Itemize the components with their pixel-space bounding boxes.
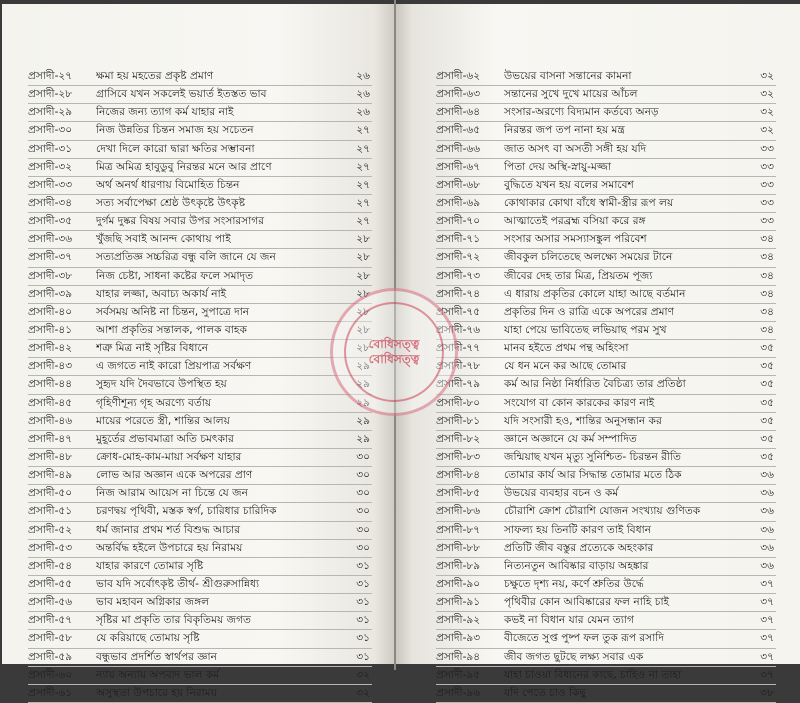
toc-entry [28, 485, 372, 503]
toc-entry-title: এ ধারায় প্রকৃতির কোলে যাহা আছে বর্তমান [504, 287, 686, 300]
toc-entry [436, 322, 776, 340]
toc-entry-page: ৩৩ [760, 160, 774, 173]
toc-entry-code: প্রসাদী-৪১ [28, 323, 73, 336]
toc-entry-page: ২৭ [356, 196, 370, 209]
toc-entry [28, 376, 372, 394]
toc-entry-title: সংযোগ বা কোন কারকের কারণ নাই [504, 396, 655, 409]
toc-entry-title: বন্ধুভাব প্রদর্শিত স্বার্থপর জ্ঞান [96, 650, 217, 663]
toc-entry [436, 358, 776, 376]
toc-entry-page: ২৮ [356, 233, 370, 246]
toc-entry [28, 667, 372, 685]
toc-entry-page: ৩৬ [760, 523, 774, 536]
toc-entry [436, 68, 776, 86]
toc-entry [28, 395, 372, 413]
toc-entry [436, 177, 776, 195]
toc-entry-page: ২৭ [356, 124, 370, 137]
toc-entry-title: ক্ষমা হয় মহতের প্রকৃষ্ট প্রমাণ [96, 70, 214, 82]
toc-entry [436, 249, 776, 267]
toc-entry-title: নিরন্তর জপ তপ নানা হয় মন্ত্র [504, 124, 625, 137]
toc-entry [28, 576, 372, 594]
toc-entry-code: প্রসাদী-৭৩ [436, 269, 481, 282]
toc-entry-code: প্রসাদী-৫১ [28, 505, 73, 518]
toc-entry-page: ৩৫ [760, 414, 774, 427]
toc-entry [28, 322, 372, 340]
toc-entry-code: প্রসাদী-৪৪ [28, 378, 73, 391]
toc-entry-page: ৩৬ [760, 487, 774, 500]
toc-entry-code: প্রসাদী-৫৪ [28, 559, 73, 572]
toc-entry-title: সত্যপ্রতিজ্ঞ সচ্চরিত্র বন্ধু বলি জানে যে জন [96, 251, 276, 264]
toc-entry [436, 86, 776, 104]
toc-entry-page: ৩৫ [760, 342, 774, 355]
watermark-stamp-inner [344, 302, 444, 402]
toc-entry [28, 340, 372, 358]
toc-entry-title: সংসার-অরণ্যে বিদ্যমান কর্তব্যে অনড় [504, 106, 659, 119]
toc-entry [28, 68, 372, 86]
toc-entry-code: প্রসাদী-৬৯ [436, 196, 481, 209]
toc-entry-page: ৩০ [356, 505, 370, 518]
toc-entry [436, 485, 776, 503]
toc-entry-title: পৃথিবীর কোন আবিষ্কারের ফল নাহি চাই [504, 596, 670, 609]
toc-entry-code: প্রসাদী-৩০ [28, 124, 73, 137]
toc-entry-title: জন্মিয়াছ যখন মৃত্যু সুনিশ্চিত- চিরন্তন রীতি [504, 450, 681, 463]
toc-entry-code: প্রসাদী-৬৫ [436, 124, 481, 137]
toc-entry-page: ৩২ [356, 668, 370, 681]
toc-entry-code: প্রসাদী-৯৬ [436, 686, 481, 699]
toc-entry-page: ২৯ [356, 414, 370, 427]
toc-entry-page: ৩৫ [760, 432, 774, 445]
toc-entry-title: যাহা চাওয়া বিধানের কাছে, চাহিও না তাহা [504, 668, 682, 681]
toc-entry-title: যাহার লজ্জা, অবাচ্য অকার্য নাই [96, 287, 227, 300]
toc-entry-code: প্রসাদী-৭৮ [436, 360, 481, 373]
toc-entry-page: ৩৩ [760, 215, 774, 228]
toc-entry-title: সত্য সর্বাপেক্ষা শ্রেষ্ঠ উৎকৃষ্টে উৎকৃষ্ট [96, 196, 246, 209]
toc-entry-title: নিজের জন্য ত্যাগ কর্ম যাহার নাই [96, 106, 234, 119]
toc-entry-code: প্রসাদী-৭৭ [436, 342, 481, 355]
toc-entry [28, 649, 372, 667]
toc-entry-code: প্রসাদী-৮০ [436, 396, 481, 409]
toc-entry-page: ৩৬ [760, 505, 774, 518]
toc-entry [436, 141, 776, 159]
toc-entry-code: প্রসাদী-২৮ [28, 88, 73, 101]
toc-entry-title: নিজ আরাম আয়েস না চিন্তে যে জন [96, 487, 248, 500]
toc-entry-page: ২৮ [356, 269, 370, 282]
toc-entry-page: ২৬ [356, 70, 370, 82]
toc-entry-title: জাত অসৎ বা অসতী সঙ্গী হয় যদি [504, 142, 647, 155]
toc-entry [28, 540, 372, 558]
toc-entry-page: ৩০ [356, 469, 370, 482]
toc-entry-title: বুদ্ধিতে যখন হয় বলের সমাবেশ [504, 178, 634, 191]
toc-entry-page: ৩১ [356, 614, 370, 627]
toc-entry [436, 685, 776, 703]
toc-entry [436, 449, 776, 467]
toc-entry-page: ৩৪ [760, 323, 774, 336]
toc-entry-page: ৩৫ [760, 396, 774, 409]
toc-entry [28, 431, 372, 449]
toc-entry [436, 286, 776, 304]
toc-entry-page: ২৮ [356, 287, 370, 300]
toc-entry-title: ন্যায় অন্যায় অপবাদ ভাল কর্ম [96, 668, 220, 681]
right-page [396, 4, 800, 699]
toc-entry-code: প্রসাদী-৫৮ [28, 632, 73, 645]
toc-entry-code: প্রসাদী-৫০ [28, 487, 73, 500]
toc-entry-title: চৌরাশি ক্রোশ চৌরাশি যোজন সংখ্যায় গুণিতক [504, 505, 701, 518]
toc-entry-page: ৩৫ [760, 450, 774, 463]
toc-entry [28, 286, 372, 304]
toc-entry-title: নিজ উন্নতির চিন্তন সমাজ হয় সচেতন [96, 124, 254, 137]
toc-entry-page: ৩৩ [760, 196, 774, 209]
toc-entry [436, 195, 776, 213]
toc-entry-code: প্রসাদী-৮৭ [436, 523, 481, 536]
toc-entry-page: ৩২ [356, 686, 370, 699]
toc-entry-title: চরণদ্বয় পৃথিবী, মস্তক স্বর্গ, চারিধার চারিদিক [96, 505, 277, 518]
toc-entry-title: সাফল্য হয় তিনটি কারণ তাই বিধান [504, 523, 652, 536]
toc-entry-title: আশা প্রকৃতির সন্তালক, পালক বাহক [96, 323, 247, 336]
toc-entry-page: ৩২ [760, 88, 774, 101]
watermark-stamp [330, 288, 458, 416]
toc-entry-title: তোমার কার্য আর সিদ্ধান্ত তোমার মতে ঠিক [504, 469, 682, 482]
toc-entry [28, 358, 372, 376]
toc-entry-page: ৩০ [356, 450, 370, 463]
toc-entry-page: ৩৩ [760, 142, 774, 155]
toc-entry [28, 558, 372, 576]
toc-entry-page: ৩৮ [760, 686, 774, 699]
toc-entry-code: প্রসাদী-৭০ [436, 215, 481, 228]
watermark-text-line2: বোধিসত্ত্ব [368, 352, 420, 366]
toc-entry-title: যদি সংসারী হও, শান্তির অনুসন্ধান কর [504, 414, 662, 427]
toc-entry [436, 630, 776, 648]
right-toc-list [436, 68, 776, 703]
toc-entry-code: প্রসাদী-৮৮ [436, 541, 481, 554]
toc-entry [28, 630, 372, 648]
toc-entry [28, 503, 372, 521]
toc-entry-page: ২৭ [356, 178, 370, 191]
toc-entry [28, 612, 372, 630]
toc-entry [436, 576, 776, 594]
toc-entry-page: ৩৫ [760, 378, 774, 391]
toc-entry-page: ৩৭ [760, 596, 774, 609]
toc-entry [436, 159, 776, 177]
toc-entry-code: প্রসাদী-৪৬ [28, 414, 73, 427]
toc-entry-code: প্রসাদী-৫৬ [28, 596, 73, 609]
toc-entry-page: ৩৪ [760, 251, 774, 264]
toc-entry [436, 467, 776, 485]
toc-entry [28, 249, 372, 267]
toc-entry-code: প্রসাদী-৩৫ [28, 215, 73, 228]
toc-entry-title: যে করিয়াছে তোমায় সৃষ্টি [96, 632, 200, 645]
toc-entry-page: ৩২ [760, 124, 774, 137]
toc-entry-code: প্রসাদী-৮৯ [436, 559, 481, 572]
toc-entry-code: প্রসাদী-৫৫ [28, 577, 73, 590]
toc-entry-page: ৩২ [760, 70, 774, 82]
toc-entry [28, 159, 372, 177]
toc-entry-page: ২৯ [356, 360, 370, 373]
toc-entry [436, 413, 776, 431]
toc-entry-code: প্রসাদী-৬৩ [436, 88, 481, 101]
toc-entry-title: ভাব যদি সর্বোৎকৃষ্ট তীর্থ- শ্রীগুরুসান্নিধ্য [96, 577, 260, 590]
toc-entry-code: প্রসাদী-৩২ [28, 160, 73, 173]
toc-entry-page: ৩১ [356, 596, 370, 609]
toc-entry [436, 649, 776, 667]
toc-entry-page: ৩৪ [760, 287, 774, 300]
toc-entry [436, 268, 776, 286]
toc-entry-title: যাহা পেয়ে ভাবিতেছ লভিয়াছ পরম সুখ [504, 323, 667, 336]
watermark-text-line1: বোধিসত্ত্ব [368, 337, 420, 351]
toc-entry-title: ধর্ম জানার প্রথম শর্ত বিশুদ্ধ আচার [96, 523, 241, 536]
toc-entry-code: প্রসাদী-৭৪ [436, 287, 481, 300]
toc-entry-title: কর্ম আর নিষ্ঠা নির্ধারিত বৈচিত্র্য তার প্রতিষ্ঠা [504, 378, 686, 391]
toc-entry [28, 522, 372, 540]
toc-entry-page: ৩৩ [760, 178, 774, 191]
toc-entry-code: প্রসাদী-৮৫ [436, 487, 481, 500]
toc-entry-page: ২৮ [356, 305, 370, 318]
toc-entry-page: ২৬ [356, 88, 370, 101]
toc-entry-title: গ্রাসিবে যখন সকলেই ভয়ার্ত ইতস্তত ভাব [96, 88, 267, 101]
toc-entry-title: জীব জগত ছুটছে লক্ষ্য সবার এক [504, 650, 644, 663]
toc-entry-title: কোথাকার কোথা বাঁধে স্বামী-স্ত্রীর রূপ লয় [504, 196, 674, 209]
toc-entry [28, 594, 372, 612]
toc-entry-title: লোভ আর অজ্ঞান একে অপরের প্রাণ [96, 469, 253, 482]
toc-entry-page: ৩৭ [760, 668, 774, 681]
toc-entry-page: ২৯ [356, 396, 370, 409]
toc-entry-page: ৩১ [356, 559, 370, 572]
toc-entry-title: মুহূর্তের প্রভাবমাত্রা অতি চমৎকার [96, 432, 234, 445]
toc-entry-code: প্রসাদী-৭৬ [436, 323, 481, 336]
toc-entry-title: প্রকৃতির দিন ও রাত্রি একে অপরের প্রমাণ [504, 305, 675, 318]
toc-entry-title: উভয়ের বাসনা সন্তানের কামনা [504, 70, 632, 82]
toc-entry-page: ৩৭ [760, 650, 774, 663]
toc-entry-code: প্রসাদী-৩৬ [28, 233, 73, 246]
toc-entry [436, 395, 776, 413]
toc-entry-code: প্রসাদী-৬১ [28, 686, 73, 699]
toc-entry-page: ৩৭ [760, 614, 774, 627]
toc-entry-title: খুঁজছি সবাই আনন্দ কোথায় পাই [96, 233, 231, 246]
toc-entry [28, 449, 372, 467]
toc-entry-code: প্রসাদী-৯৩ [436, 632, 481, 645]
toc-entry-title: এ জগতে নাই কারো প্রিয়পাত্র সর্বক্ষণ [96, 360, 252, 373]
toc-entry [436, 104, 776, 122]
toc-entry-code: প্রসাদী-৪০ [28, 305, 73, 318]
toc-entry-code: প্রসাদী-৯৫ [436, 668, 481, 681]
toc-entry-code: প্রসাদী-৭৫ [436, 305, 481, 318]
toc-entry-title: উভয়ের ব্যবহার বচন ও কর্ম [504, 487, 619, 500]
toc-entry-page: ২৭ [356, 215, 370, 228]
toc-entry [436, 213, 776, 231]
toc-entry-code: প্রসাদী-৪৭ [28, 432, 73, 445]
toc-entry-code: প্রসাদী-৯২ [436, 614, 481, 627]
toc-entry-code: প্রসাদী-৮১ [436, 414, 481, 427]
toc-entry-page: ৩৪ [760, 305, 774, 318]
toc-entry-title: চক্ষুতে দৃশ্য নয়, কর্ণে শ্রুতির উর্দ্ধে [504, 577, 644, 590]
toc-entry-title: জীবের দেহ তার মিত্র, প্রিয়তম পূজ্য [504, 269, 653, 282]
toc-entry-code: প্রসাদী-৩৪ [28, 196, 73, 209]
toc-entry-page: ৩৫ [760, 360, 774, 373]
toc-entry [436, 558, 776, 576]
toc-entry-code: প্রসাদী-৭১ [436, 233, 481, 246]
toc-entry [28, 231, 372, 249]
toc-entry [436, 594, 776, 612]
toc-entry-code: প্রসাদী-৪৩ [28, 360, 73, 373]
toc-entry-code: প্রসাদী-৬৬ [436, 142, 481, 155]
toc-entry-code: প্রসাদী-৭২ [436, 251, 481, 264]
toc-entry-title: প্রতিটি জীব বস্তুর প্রত্যেকে অহংকার [504, 541, 654, 554]
toc-entry-code: প্রসাদী-৬৮ [436, 178, 481, 191]
toc-entry [28, 195, 372, 213]
toc-entry-code: প্রসাদী-৯০ [436, 577, 481, 590]
toc-entry-page: ৩৬ [760, 469, 774, 482]
toc-entry-code: প্রসাদী-৯১ [436, 596, 481, 609]
toc-entry-page: ২৮ [356, 342, 370, 355]
toc-entry-code: প্রসাদী-৬০ [28, 668, 73, 681]
toc-entry [28, 122, 372, 140]
toc-entry-code: প্রসাদী-৬৭ [436, 160, 481, 173]
toc-entry-code: প্রসাদী-৫২ [28, 523, 73, 536]
toc-entry [436, 376, 776, 394]
toc-entry [28, 86, 372, 104]
toc-entry-code: প্রসাদী-৮২ [436, 432, 481, 445]
toc-entry-page: ৩২ [760, 106, 774, 119]
toc-entry-page: ৩০ [356, 487, 370, 500]
toc-entry-page: ২৯ [356, 432, 370, 445]
toc-entry [28, 213, 372, 231]
toc-entry-code: প্রসাদী-৫৩ [28, 541, 73, 554]
toc-entry-title: সংসার অসার সমস্যাসঙ্কুল পরিবেশ [504, 233, 647, 246]
toc-entry-title: অসুস্থতা উপচারে হয় নিরাময় [96, 686, 217, 699]
toc-entry-title: মিত্র অমিত্র হাবুডুবু নিরন্তর মনে আর প্রাণে [96, 160, 272, 173]
toc-entry-title: সন্তানের সুখে দুখে মায়ের আঁচল [504, 88, 638, 101]
toc-entry-title: নিত্যনতুন আবিষ্কার বাড়ায় অহঙ্কার [504, 559, 649, 572]
toc-entry [28, 141, 372, 159]
toc-entry [28, 413, 372, 431]
toc-entry-code: প্রসাদী-৩৩ [28, 178, 73, 191]
toc-entry-code: প্রসাদী-৫৯ [28, 650, 73, 663]
toc-entry-title: যদি পেতে চাও কিছু [504, 686, 586, 699]
toc-entry-page: ৩৭ [760, 577, 774, 590]
toc-entry-code: প্রসাদী-৩৯ [28, 287, 73, 300]
toc-entry [28, 177, 372, 195]
toc-entry-title: কভই না বিধান যার যেমন ত্যাগ [504, 614, 634, 627]
toc-entry-title: আত্মাতেই পরব্রহ্ম বসিয়া করে রঙ্গ [504, 215, 646, 228]
toc-entry-title: নিজ চেষ্টা, সাধনা কষ্টের ফলে সমাদৃত [96, 269, 254, 282]
toc-entry-page: ৩১ [356, 577, 370, 590]
toc-entry-title: জ্ঞানে অজ্ঞানে যে কর্ম সম্পাদিত [504, 432, 637, 445]
toc-entry-title: দেখা দিলে কারো দ্বারা ক্ষতির সম্ভাবনা [96, 142, 255, 155]
toc-entry-page: ২৭ [356, 160, 370, 173]
toc-entry [436, 540, 776, 558]
toc-entry-page: ৩৪ [760, 269, 774, 282]
toc-entry [436, 612, 776, 630]
toc-entry [436, 503, 776, 521]
left-toc-list [28, 68, 372, 703]
toc-entry-title: বীজেতে সুপ্ত পুষ্প ফল তুক রূপ রসাদি [504, 632, 664, 645]
toc-entry-title: সৃষ্টির মা প্রকৃতি তার বিকৃতিময় জগত [96, 614, 251, 627]
toc-entry [436, 340, 776, 358]
toc-entry [436, 431, 776, 449]
toc-entry-code: প্রসাদী-৮৩ [436, 450, 481, 463]
toc-entry-code: প্রসাদী-৮৪ [436, 469, 481, 482]
toc-entry-code: প্রসাদী-৩৭ [28, 251, 73, 264]
toc-entry-page: ৩৬ [760, 559, 774, 572]
toc-entry-page: ৩০ [356, 523, 370, 536]
toc-entry-code: প্রসাদী-২৯ [28, 106, 73, 119]
toc-entry-page: ৩১ [356, 650, 370, 663]
toc-entry-title: গৃহিণীশূন্য গৃহ অরণ্যে বর্তায় [96, 396, 212, 409]
toc-entry-code: প্রসাদী-৬২ [436, 70, 481, 82]
toc-entry-code: প্রসাদী-৯৪ [436, 650, 481, 663]
toc-entry-page: ৩১ [356, 632, 370, 645]
toc-entry-page: ৩৪ [760, 233, 774, 246]
toc-entry-title: জীবকুল চলিতেছে অলক্ষ্যে সময়ের টানে [504, 251, 673, 264]
toc-entry [28, 268, 372, 286]
toc-entry-page: ৩৬ [760, 541, 774, 554]
toc-entry-code: প্রসাদী-২৭ [28, 70, 73, 82]
toc-entry-code: প্রসাদী-৪৯ [28, 469, 73, 482]
toc-entry-title: অন্তর্বিদ্ধ হইলে উপচারে হয় নিরাময় [96, 541, 243, 554]
toc-entry-code: প্রসাদী-৪৫ [28, 396, 73, 409]
toc-entry-title: মানব হইতে প্রথম পন্থ অহিংসা [504, 342, 629, 355]
toc-entry-page: ২৮ [356, 323, 370, 336]
toc-entry-page: ২৯ [356, 378, 370, 391]
toc-entry-title: পিতা দেয় অস্থি-স্নায়ু-মজ্জা [504, 160, 612, 173]
toc-entry-code: প্রসাদী-৮৬ [436, 505, 481, 518]
toc-entry-page: ২৭ [356, 142, 370, 155]
toc-entry-code: প্রসাদী-৪৮ [28, 450, 73, 463]
toc-entry [28, 304, 372, 322]
toc-entry-title: মায়ের পরেতে স্ত্রী, শান্তির আলয় [96, 414, 230, 427]
toc-entry [436, 304, 776, 322]
toc-entry-title: যাহার কারণে তোমার সৃষ্টি [96, 559, 204, 572]
toc-entry-title: অর্থ অনর্থ ধারণায় বিমোহিত চিন্তন [96, 178, 240, 191]
toc-entry-page: ২৬ [356, 106, 370, 119]
toc-entry-code: প্রসাদী-৫৭ [28, 614, 73, 627]
toc-entry-title: শত্রু মিত্র নাই সৃষ্টির বিধানে [96, 342, 209, 355]
toc-entry-page: ৩০ [356, 541, 370, 554]
toc-entry [28, 685, 372, 703]
toc-entry [28, 467, 372, 485]
toc-entry-title: যে ধন মনে কর আছে তোমার [504, 360, 627, 373]
toc-entry-title: সুহৃদ যদি দৈবভাবে উপস্থিত হয় [96, 378, 227, 391]
toc-entry-page: ২৮ [356, 251, 370, 264]
toc-entry [436, 667, 776, 685]
toc-entry [436, 522, 776, 540]
toc-entry-code: প্রসাদী-৬৪ [436, 106, 481, 119]
toc-entry-page: ৩৭ [760, 632, 774, 645]
toc-entry-code: প্রসাদী-৩৮ [28, 269, 73, 282]
toc-entry [436, 122, 776, 140]
toc-entry [28, 104, 372, 122]
toc-entry-title: সর্বসময় অনিষ্ট না চিন্তন, সুপাত্রে দান [96, 305, 250, 318]
toc-entry-title: ক্রোধ-মোহ-কাম-মায়া সর্বক্ষণ যাহার [96, 450, 242, 463]
toc-entry-title: দুর্গম দুষ্কর বিষয় সবার উপর সংসারসাগর [96, 215, 265, 228]
toc-entry-code: প্রসাদী-৭৯ [436, 378, 481, 391]
toc-entry-code: প্রসাদী-৪২ [28, 342, 73, 355]
toc-entry-title: ভাব মহাবন অগ্নিকার জঙ্গল [96, 596, 209, 609]
toc-entry [436, 231, 776, 249]
toc-entry-code: প্রসাদী-৩১ [28, 142, 73, 155]
